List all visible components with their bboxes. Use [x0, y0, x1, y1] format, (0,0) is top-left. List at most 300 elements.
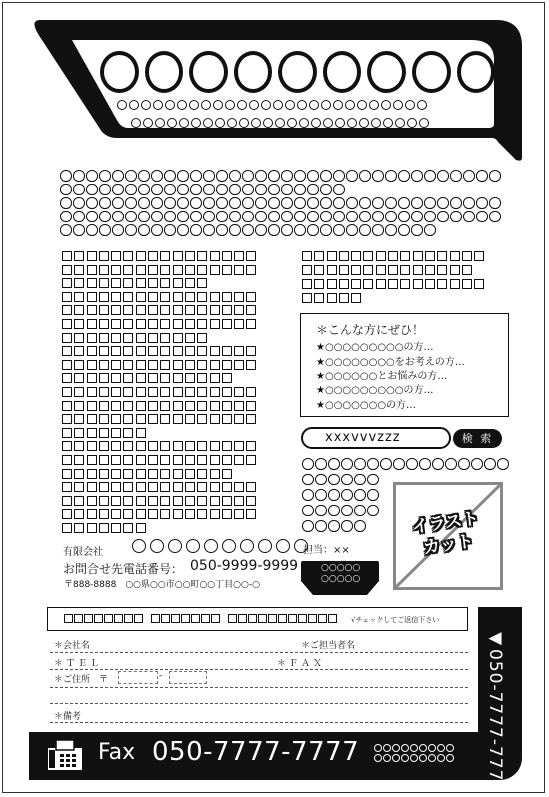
square-glyph: [62, 360, 72, 370]
square-glyph: [74, 469, 84, 479]
square-glyph: [136, 401, 146, 411]
circle-glyph: [385, 197, 397, 209]
illustration-label-line2: カット: [421, 531, 476, 559]
square-glyph: [136, 251, 146, 261]
circle-glyph: [320, 184, 332, 196]
square-glyph: [136, 441, 146, 451]
circle-glyph: [255, 224, 267, 236]
circle-glyph: [346, 170, 358, 182]
text-placeholder-row: [62, 496, 256, 506]
square-glyph: [74, 509, 84, 519]
square-glyph: [246, 509, 256, 519]
circle-glyph: [177, 184, 189, 196]
circle-glyph: [299, 118, 309, 128]
person-field-label: ＊ご担当者名: [301, 641, 356, 651]
square-glyph: [148, 387, 158, 397]
circle-glyph: [307, 224, 319, 236]
square-glyph: [104, 614, 113, 623]
square-glyph: [123, 319, 133, 329]
square-glyph: [62, 387, 72, 397]
square-glyph: [161, 614, 170, 623]
square-glyph: [185, 441, 195, 451]
square-glyph: [136, 278, 146, 288]
square-glyph: [74, 614, 83, 623]
square-glyph: [87, 251, 97, 261]
circle-glyph: [437, 170, 449, 182]
circle-glyph: [321, 100, 331, 110]
circle-glyph: [398, 197, 410, 209]
square-glyph: [136, 428, 146, 438]
square-glyph: [210, 401, 220, 411]
square-glyph: [136, 292, 146, 302]
circle-glyph: [385, 211, 397, 223]
circle-glyph: [437, 754, 445, 762]
square-glyph: [339, 279, 349, 289]
square-glyph: [160, 401, 170, 411]
square-glyph: [210, 455, 220, 465]
address-field-line-2[interactable]: [50, 703, 468, 704]
remarks-field-label: ＊備考: [54, 712, 82, 722]
circle-glyph: [367, 474, 379, 486]
circle-glyph: [307, 211, 319, 223]
square-glyph: [74, 482, 84, 492]
square-glyph: [160, 360, 170, 370]
circle-glyph: [203, 224, 215, 236]
circle-glyph: [151, 224, 163, 236]
square-glyph: [148, 305, 158, 315]
square-glyph: [210, 360, 220, 370]
square-glyph: [64, 614, 73, 623]
square-glyph: [185, 333, 195, 343]
square-glyph: [191, 614, 200, 623]
circle-glyph: [190, 211, 202, 223]
square-glyph: [160, 387, 170, 397]
square-glyph: [87, 373, 97, 383]
company-circle-glyph: [204, 539, 218, 553]
address-field-line-1[interactable]: [50, 687, 468, 688]
circle-glyph: [255, 197, 267, 209]
square-glyph: [327, 293, 337, 303]
square-glyph: [222, 401, 232, 411]
square-glyph: [234, 482, 244, 492]
circle-glyph: [281, 184, 293, 196]
circle-glyph: [99, 170, 111, 182]
circle-glyph: [275, 118, 285, 128]
postal-code-first[interactable]: [118, 671, 158, 684]
square-glyph: [87, 523, 97, 533]
square-glyph: [62, 509, 72, 519]
circle-glyph: [392, 754, 400, 762]
circle-glyph: [203, 118, 213, 128]
circle-glyph: [328, 458, 340, 470]
target-item: ★○○○○○○とお悩みの方…: [316, 371, 448, 382]
circle-glyph: [374, 744, 382, 752]
square-glyph: [210, 305, 220, 315]
circle-glyph: [307, 184, 319, 196]
square-glyph: [74, 346, 84, 356]
square-glyph: [136, 333, 146, 343]
square-glyph: [425, 251, 435, 261]
circle-glyph: [131, 118, 141, 128]
square-glyph: [136, 373, 146, 383]
circle-glyph: [294, 211, 306, 223]
square-glyph: [87, 428, 97, 438]
square-glyph: [87, 401, 97, 411]
circle-glyph: [242, 197, 254, 209]
fax-field-label: ＊ＦＡＸ: [277, 659, 326, 669]
square-glyph: [74, 414, 84, 424]
square-glyph: [210, 469, 220, 479]
square-glyph: [148, 319, 158, 329]
text-placeholder-row: [60, 224, 501, 236]
target-item: ★○○○○○○○の方…: [316, 400, 417, 411]
square-glyph: [246, 360, 256, 370]
circle-glyph: [417, 100, 427, 110]
text-placeholder-row: [60, 184, 501, 196]
text-placeholder-row: [60, 170, 501, 182]
square-glyph: [246, 387, 256, 397]
square-glyph: [197, 455, 207, 465]
circle-glyph: [471, 458, 483, 470]
tel-field-line[interactable]: [50, 669, 468, 670]
circle-glyph: [268, 224, 280, 236]
square-glyph: [111, 373, 121, 383]
square-glyph: [62, 455, 72, 465]
text-placeholder-row: [62, 319, 256, 329]
circle-glyph: [383, 744, 391, 752]
company-circle-glyph: [150, 539, 164, 553]
circle-glyph: [320, 224, 332, 236]
square-glyph: [74, 373, 84, 383]
square-glyph: [160, 265, 170, 275]
circle-glyph: [273, 100, 283, 110]
circle-glyph: [138, 224, 150, 236]
circle-glyph: [164, 170, 176, 182]
circle-glyph: [385, 224, 397, 236]
square-glyph: [173, 265, 183, 275]
square-glyph: [173, 333, 183, 343]
square-glyph: [185, 455, 195, 465]
square-glyph: [111, 360, 121, 370]
circle-glyph: [381, 100, 391, 110]
circle-glyph: [125, 170, 137, 182]
circle-glyph: [281, 211, 293, 223]
circle-glyph: [255, 184, 267, 196]
square-glyph: [173, 319, 183, 329]
square-glyph: [222, 305, 232, 315]
circle-glyph: [86, 211, 98, 223]
square-glyph: [173, 441, 183, 451]
company-name-placeholder: [132, 539, 308, 553]
circle-glyph: [323, 118, 333, 128]
circle-glyph: [73, 224, 85, 236]
square-glyph: [222, 373, 232, 383]
fax-vertical-number: ◀050-7777-7777: [485, 628, 505, 794]
circle-glyph: [484, 458, 496, 470]
circle-glyph: [328, 474, 340, 486]
checkbox-option[interactable]: [64, 614, 143, 623]
title-circle-glyph: [323, 51, 362, 93]
square-glyph: [197, 292, 207, 302]
square-glyph: [123, 251, 133, 261]
circle-glyph: [424, 197, 436, 209]
company-circle-glyph: [132, 539, 146, 553]
circle-glyph: [424, 224, 436, 236]
square-glyph: [99, 373, 109, 383]
square-glyph: [302, 251, 312, 261]
circle-glyph: [190, 184, 202, 196]
company-circle-glyph: [168, 539, 182, 553]
square-glyph: [62, 482, 72, 492]
square-glyph: [123, 509, 133, 519]
circle-glyph: [450, 170, 462, 182]
square-glyph: [99, 387, 109, 397]
square-glyph: [123, 414, 133, 424]
circle-glyph: [302, 458, 314, 470]
title-circle-glyph: [145, 51, 184, 93]
circle-glyph: [354, 458, 366, 470]
fax-dots-row-1: [374, 744, 454, 752]
square-glyph: [351, 251, 361, 261]
square-glyph: [87, 387, 97, 397]
square-glyph: [123, 496, 133, 506]
circle-glyph: [112, 197, 124, 209]
text-placeholder-row: [302, 458, 509, 470]
square-glyph: [462, 265, 472, 275]
square-glyph: [400, 251, 410, 261]
square-glyph: [87, 482, 97, 492]
circle-glyph: [164, 224, 176, 236]
square-glyph: [123, 305, 133, 315]
circle-glyph: [165, 100, 175, 110]
circle-glyph: [177, 197, 189, 209]
circle-glyph: [125, 197, 137, 209]
square-glyph: [388, 279, 398, 289]
circle-glyph: [302, 474, 314, 486]
square-glyph: [111, 305, 121, 315]
square-glyph: [160, 319, 170, 329]
square-glyph: [99, 482, 109, 492]
square-glyph: [173, 482, 183, 492]
circle-glyph: [354, 505, 366, 517]
circle-glyph: [151, 170, 163, 182]
circle-glyph: [86, 197, 98, 209]
circle-glyph: [73, 197, 85, 209]
circle-glyph: [216, 211, 228, 223]
square-glyph: [210, 251, 220, 261]
staff-label: 担当：××: [303, 545, 350, 556]
square-glyph: [185, 482, 195, 492]
circle-glyph: [333, 211, 345, 223]
square-glyph: [222, 319, 232, 329]
square-glyph: [87, 360, 97, 370]
square-glyph: [123, 265, 133, 275]
square-glyph: [123, 401, 133, 411]
circle-glyph: [249, 100, 259, 110]
square-glyph: [171, 614, 180, 623]
circle-glyph: [294, 184, 306, 196]
circle-glyph: [60, 170, 72, 182]
circle-glyph: [112, 211, 124, 223]
square-glyph: [111, 265, 121, 275]
square-glyph: [246, 496, 256, 506]
square-glyph: [160, 346, 170, 356]
circle-glyph: [346, 224, 358, 236]
square-glyph: [246, 441, 256, 451]
circle-glyph: [489, 211, 501, 223]
square-glyph: [413, 279, 423, 289]
circle-glyph: [315, 489, 327, 501]
remarks-field-line[interactable]: [50, 722, 468, 723]
square-glyph: [314, 279, 324, 289]
square-glyph: [74, 333, 84, 343]
circle-glyph: [242, 170, 254, 182]
square-glyph: [111, 278, 121, 288]
square-glyph: [148, 265, 158, 275]
circle-glyph: [411, 224, 423, 236]
square-glyph: [197, 360, 207, 370]
square-glyph: [222, 496, 232, 506]
square-glyph: [238, 614, 247, 623]
circle-glyph: [335, 118, 345, 128]
title-circle-glyph: [278, 51, 317, 93]
circle-glyph: [143, 118, 153, 128]
square-glyph: [62, 265, 72, 275]
circle-glyph: [138, 184, 150, 196]
square-glyph: [62, 469, 72, 479]
square-glyph: [234, 414, 244, 424]
square-glyph: [111, 401, 121, 411]
search-button[interactable]: 検 索: [453, 429, 502, 448]
circle-glyph: [320, 197, 332, 209]
circle-glyph: [315, 505, 327, 517]
postal-code-second[interactable]: [169, 671, 207, 684]
square-glyph: [74, 292, 84, 302]
circle-glyph: [476, 170, 488, 182]
checkbox-option[interactable]: [228, 614, 337, 623]
square-glyph: [74, 387, 84, 397]
square-glyph: [74, 360, 84, 370]
square-glyph: [111, 523, 121, 533]
square-glyph: [210, 387, 220, 397]
fax-machine-icon: [46, 738, 84, 772]
circle-glyph: [190, 170, 202, 182]
square-glyph: [474, 251, 484, 261]
square-glyph: [197, 333, 207, 343]
text-placeholder-row: [62, 360, 256, 370]
square-glyph: [222, 360, 232, 370]
circle-glyph: [268, 184, 280, 196]
company-type: 有限会社: [63, 547, 103, 558]
circle-glyph: [359, 170, 371, 182]
square-glyph: [234, 509, 244, 519]
circle-glyph: [497, 458, 509, 470]
square-glyph: [123, 292, 133, 302]
square-glyph: [87, 319, 97, 329]
square-glyph: [327, 251, 337, 261]
checkbox-option[interactable]: [151, 614, 220, 623]
square-glyph: [62, 251, 72, 261]
circle-glyph: [419, 118, 429, 128]
square-glyph: [197, 401, 207, 411]
square-glyph: [160, 414, 170, 424]
square-glyph: [222, 509, 232, 519]
company-field-line[interactable]: [50, 652, 468, 653]
circle-glyph: [445, 458, 457, 470]
square-glyph: [185, 319, 195, 329]
square-glyph: [148, 333, 158, 343]
check-instruction: √チェックしてご返信下さい: [351, 616, 440, 624]
square-glyph: [173, 401, 183, 411]
square-glyph: [99, 523, 109, 533]
circle-glyph: [411, 197, 423, 209]
square-glyph: [222, 414, 232, 424]
square-glyph: [210, 482, 220, 492]
circle-glyph: [177, 100, 187, 110]
square-glyph: [248, 614, 257, 623]
circle-glyph: [251, 118, 261, 128]
square-glyph: [99, 414, 109, 424]
square-glyph: [160, 509, 170, 519]
circle-glyph: [294, 224, 306, 236]
title-circle-glyph: [367, 51, 406, 93]
text-placeholder-row: [62, 251, 256, 261]
square-glyph: [222, 265, 232, 275]
square-glyph: [197, 305, 207, 315]
circle-glyph: [86, 224, 98, 236]
circle-glyph: [281, 197, 293, 209]
circle-glyph: [341, 489, 353, 501]
square-glyph: [148, 346, 158, 356]
square-glyph: [74, 278, 84, 288]
square-glyph: [201, 614, 210, 623]
square-glyph: [111, 251, 121, 261]
square-glyph: [87, 455, 97, 465]
square-glyph: [246, 319, 256, 329]
circle-glyph: [302, 489, 314, 501]
circle-glyph: [190, 197, 202, 209]
square-glyph: [222, 251, 232, 261]
square-glyph: [123, 428, 133, 438]
square-glyph: [99, 441, 109, 451]
circle-glyph: [359, 224, 371, 236]
circle-glyph: [311, 118, 321, 128]
search-input[interactable]: xxxvvvzzz: [301, 427, 451, 449]
square-glyph: [111, 455, 121, 465]
square-glyph: [314, 265, 324, 275]
square-glyph: [160, 469, 170, 479]
circle-glyph: [99, 224, 111, 236]
square-glyph: [185, 509, 195, 519]
circle-glyph: [367, 489, 379, 501]
circle-glyph: [476, 211, 488, 223]
square-glyph: [136, 414, 146, 424]
square-glyph: [123, 469, 133, 479]
square-glyph: [222, 469, 232, 479]
square-glyph: [173, 346, 183, 356]
circle-glyph: [463, 170, 475, 182]
square-glyph: [185, 251, 195, 261]
square-glyph: [197, 265, 207, 275]
circle-glyph: [419, 458, 431, 470]
square-glyph: [99, 292, 109, 302]
square-glyph: [210, 441, 220, 451]
text-placeholder-row: [62, 523, 256, 533]
square-glyph: [197, 482, 207, 492]
circle-glyph: [398, 170, 410, 182]
circle-glyph: [398, 211, 410, 223]
form-checkbox-groups: [64, 614, 337, 623]
